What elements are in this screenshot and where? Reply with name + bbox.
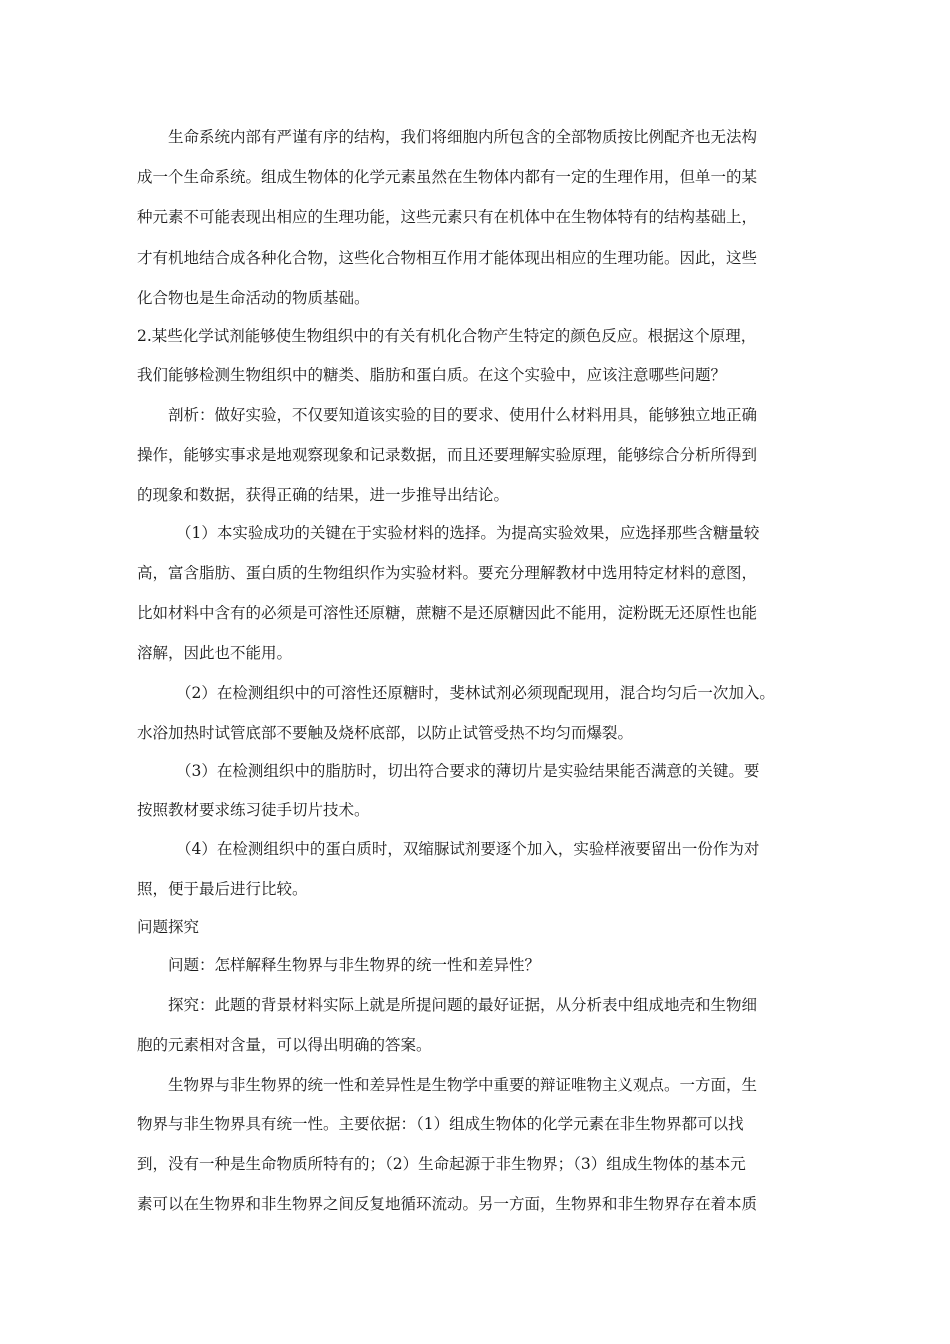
text-line: 照，便于最后进行比较。 [137, 880, 308, 898]
text-line: 高，富含脂肪、蛋白质的生物组织作为实验材料。要充分理解教材中选用特定材料的意图， [137, 564, 758, 582]
text-line: 水浴加热时试管底部不要触及烧杯底部，以防止试管受热不均匀而爆裂。 [137, 724, 634, 742]
text-line: 2.某些化学试剂能够使生物组织中的有关有机化合物产生特定的颜色反应。根据这个原理， [137, 327, 757, 345]
text-line: 素可以在生物界和非生物界之间反复地循环流动。另一方面，生物界和非生物界存在着本质 [137, 1195, 758, 1213]
text-line: 化合物也是生命活动的物质基础。 [137, 289, 370, 307]
text-line: 才有机地结合成各种化合物，这些化合物相互作用才能体现出相应的生理功能。因此，这些 [137, 249, 758, 267]
text-line: 溶解，因此也不能用。 [137, 644, 293, 662]
text-line: 比如材料中含有的必须是可溶性还原糖，蔗糖不是还原糖因此不能用，淀粉既无还原性也能 [137, 604, 758, 622]
text-line: 问题：怎样解释生物界与非生物界的统一性和差异性？ [168, 956, 541, 974]
text-line: 生物界与非生物界的统一性和差异性是生物学中重要的辩证唯物主义观点。一方面，生 [168, 1076, 758, 1094]
text-line: （4）在检测组织中的蛋白质时，双缩脲试剂要逐个加入，实验样液要留出一份作为对 [176, 840, 760, 858]
text-line: 到，没有一种是生命物质所特有的；（2）生命起源于非生物界；（3）组成生物体的基本元 [137, 1155, 746, 1173]
text-line: 的现象和数据，获得正确的结果，进一步推导出结论。 [137, 486, 510, 504]
text-line: （3）在检测组织中的脂肪时，切出符合要求的薄切片是实验结果能否满意的关键。要 [176, 762, 760, 780]
text-line: 物界与非生物界具有统一性。主要依据：（1）组成生物体的化学元素在非生物界都可以找 [137, 1115, 744, 1133]
text-line: （1）本实验成功的关键在于实验材料的选择。为提高实验效果，应选择那些含糖量较 [176, 524, 760, 542]
text-line: 成一个生命系统。组成生物体的化学元素虽然在生物体内都有一定的生理作用，但单一的某 [137, 168, 758, 186]
text-line: 剖析：做好实验，不仅要知道该实验的目的要求、使用什么材料用具，能够独立地正确 [168, 406, 758, 424]
text-line: （2）在检测组织中的可溶性还原糖时，斐林试剂必须现配现用，混合均匀后一次加入。 [176, 684, 775, 702]
text-line: 按照教材要求练习徒手切片技术。 [137, 801, 370, 819]
text-line: 胞的元素相对含量，可以得出明确的答案。 [137, 1036, 432, 1054]
text-line: 种元素不可能表现出相应的生理功能，这些元素只有在机体中在生物体特有的结构基础上， [137, 208, 758, 226]
text-line: 操作，能够实事求是地观察现象和记录数据，而且还要理解实验原理，能够综合分析所得到 [137, 446, 758, 464]
text-line: 我们能够检测生物组织中的糖类、脂肪和蛋白质。在这个实验中，应该注意哪些问题？ [137, 366, 727, 384]
text-line: 探究：此题的背景材料实际上就是所提问题的最好证据，从分析表中组成地壳和生物细 [168, 996, 758, 1014]
section-heading: 问题探究 [137, 918, 200, 936]
text-line: 生命系统内部有严谨有序的结构，我们将细胞内所包含的全部物质按比例配齐也无法构 [168, 128, 758, 146]
